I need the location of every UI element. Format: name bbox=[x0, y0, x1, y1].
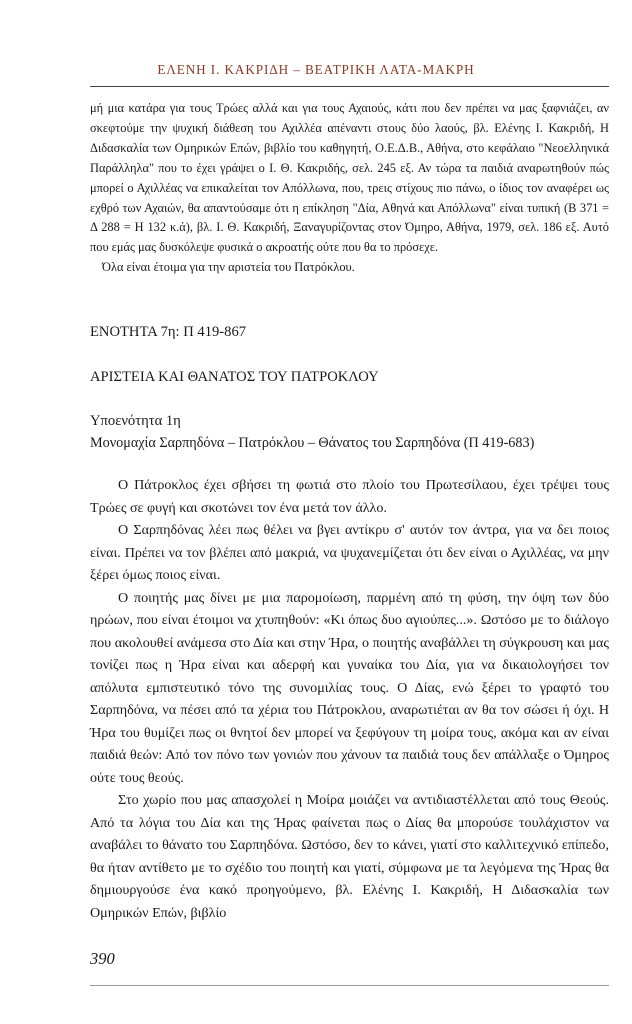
main-paragraph: Ο Πάτροκλος έχει σβήσει τη φωτιά στο πλοίο του Πρωτεσίλαου, έχει τρέψει τους Τρώες σε φυγή και σκοτώνει τον ένα μετά τον άλλο. bbox=[90, 477, 609, 516]
subunit-title: Μονομαχία Σαρπηδόνα – Πατρόκλου – Θάνατος του Σαρπηδόνα (Π 419-683) bbox=[90, 435, 535, 451]
footer-rule bbox=[90, 985, 609, 986]
main-paragraph: Ο ποιητής μας δίνει με μια παρομοίωση, παρμένη από τη φύση, την όψη των δύο ηρώων, που είναι έτοιμοι να χτυπηθούν: «Κι όπως δυο αγιούπες...». Ωστόσο με το διάλογο που ακολουθεί ανάμεσα στο Δία και στην Ήρα, ο ποιητής αναβάλλει τη σύγκρουση και μας τονίζει πως η Ήρα είναι και αδερφή και γυναίκα του Δία, για να δικαιολογήσει τον απόλυτα εμπιστευτικό τόνο της συνομιλίας τους. Ο Δίας, ενώ ξέρει το γραφτό του Σαρπηδόνα, να πέσει από τα χέρια του Πάτροκλου, αναρωτιέται αν θα τον σώσει ή όχι. Η Ήρα του θυμίζει πως οι θνητοί δεν μπορεί να ξεφύγουν τη μοίρα τους, ακόμα και αν είναι παιδιά θεών: Από τον πόνο των γονιών που χάνουν τα παιδιά τους δεν απάλλαξε ο Όμηρος ούτε τους θεούς. bbox=[90, 589, 609, 786]
footnote-block bbox=[90, 99, 609, 278]
header-rule bbox=[90, 86, 609, 87]
main-paragraph: Στο χωρίο που μας απασχολεί η Μοίρα μοιάζει να αντιδιαστέλλεται από τους Θεούς. Από τα λόγια του Δία και της Ήρας φαίνεται πως ο Δίας θα μπορούσε τουλάχιστον να αναβάλει το θάνατο του Σαρπηδόνα. Ωστόσο, δεν το κάνει, γιατί στο καλλιτεχνικό επίπεδο, θα ήταν αντίθετο με το σχέδιο του ποιητή και γιατί, σύμφωνα με τα λεγόμενα της Ήρας θα δημιουργούσε ένα κακό προηγούμενο, βλ. Ελένης Ι. Κακριδή, Η Διδασκαλία των Ομηρικών Επών, βιβλίο bbox=[90, 792, 609, 921]
footnote-paragraph: μή μια κατάρα για τους Τρώες αλλά και για τους Αχαιούς, κάτι που δεν πρέπει να μας ξαφνιάζει, αν σκεφτούμε την ψυχική διάθεση του Αχιλλέα απέναντι στους δύο λαούς, βλ. Ελένης Ι. Κακριδή, Η Διδασκαλία των Ομηρικών Επών, βιβλίο του καθηγητή, Ο.Ε.Δ.Β., Αθήνα, στο κεφάλαιο "Νεοελληνικά Παράλληλα" που το έχει γράψει ο Ι. Θ. Κακριδής, σελ. 245 εξ. Αν τώρα τα παιδιά αναρωτηθούν πώς μπορεί ο Αχιλλέας να επικαλείται τον Απόλλωνα, που, τρεις στίχους πιο πάνω, ο ίδιος τον αναφέρει ως εχθρό των Αχαιών, θα απαντούσαμε ότι η επίκληση "Δία, Αθηνά και Απόλλωνα" είναι τυπική (Β 371 = Δ 288 = Η 132 κ.ά), βλ. Ι. Θ. Κακριδή, Ξαναγυρίζοντας στον Όμηρο, Αθήνα, 1979, σελ. 186 εξ. Αυτό που εμάς μας δυσκόλεψε φυσικά ο ακροατής ούτε που θα το πρόσεχε. bbox=[90, 101, 609, 255]
main-text bbox=[90, 474, 609, 924]
footnote-paragraph: Όλα είναι έτοιμα για την αριστεία του Πατρόκλου. bbox=[102, 260, 355, 275]
unit-heading: ΕΝΟΤΗΤΑ 7η: Π 419-867 bbox=[90, 324, 247, 340]
unit-title: ΑΡΙΣΤΕΙΑ ΚΑΙ ΘΑΝΑΤΟΣ ΤΟΥ ΠΑΤΡΟΚΛΟΥ bbox=[90, 369, 379, 385]
main-paragraph: Ο Σαρπηδόνας λέει πως θέλει να βγει αντίκρυ σ' αυτόν τον άντρα, για να δει ποιος είναι. Πρέπει να τον βλέπει από μακριά, να ψυχανεμίζεται ότι δεν είναι ο Αχιλλέας, να μην ξέρει όμως ποιος είναι. bbox=[90, 522, 609, 583]
running-head: ΕΛΕΝΗ Ι. ΚΑΚΡΙΔΗ – ΒΕΑΤΡΙΚΗ ΛΑΤΑ-ΜΑΚΡΗ bbox=[157, 62, 475, 77]
page-number: 390 bbox=[90, 949, 115, 968]
subunit-label: Υποενότητα 1η bbox=[90, 413, 181, 429]
